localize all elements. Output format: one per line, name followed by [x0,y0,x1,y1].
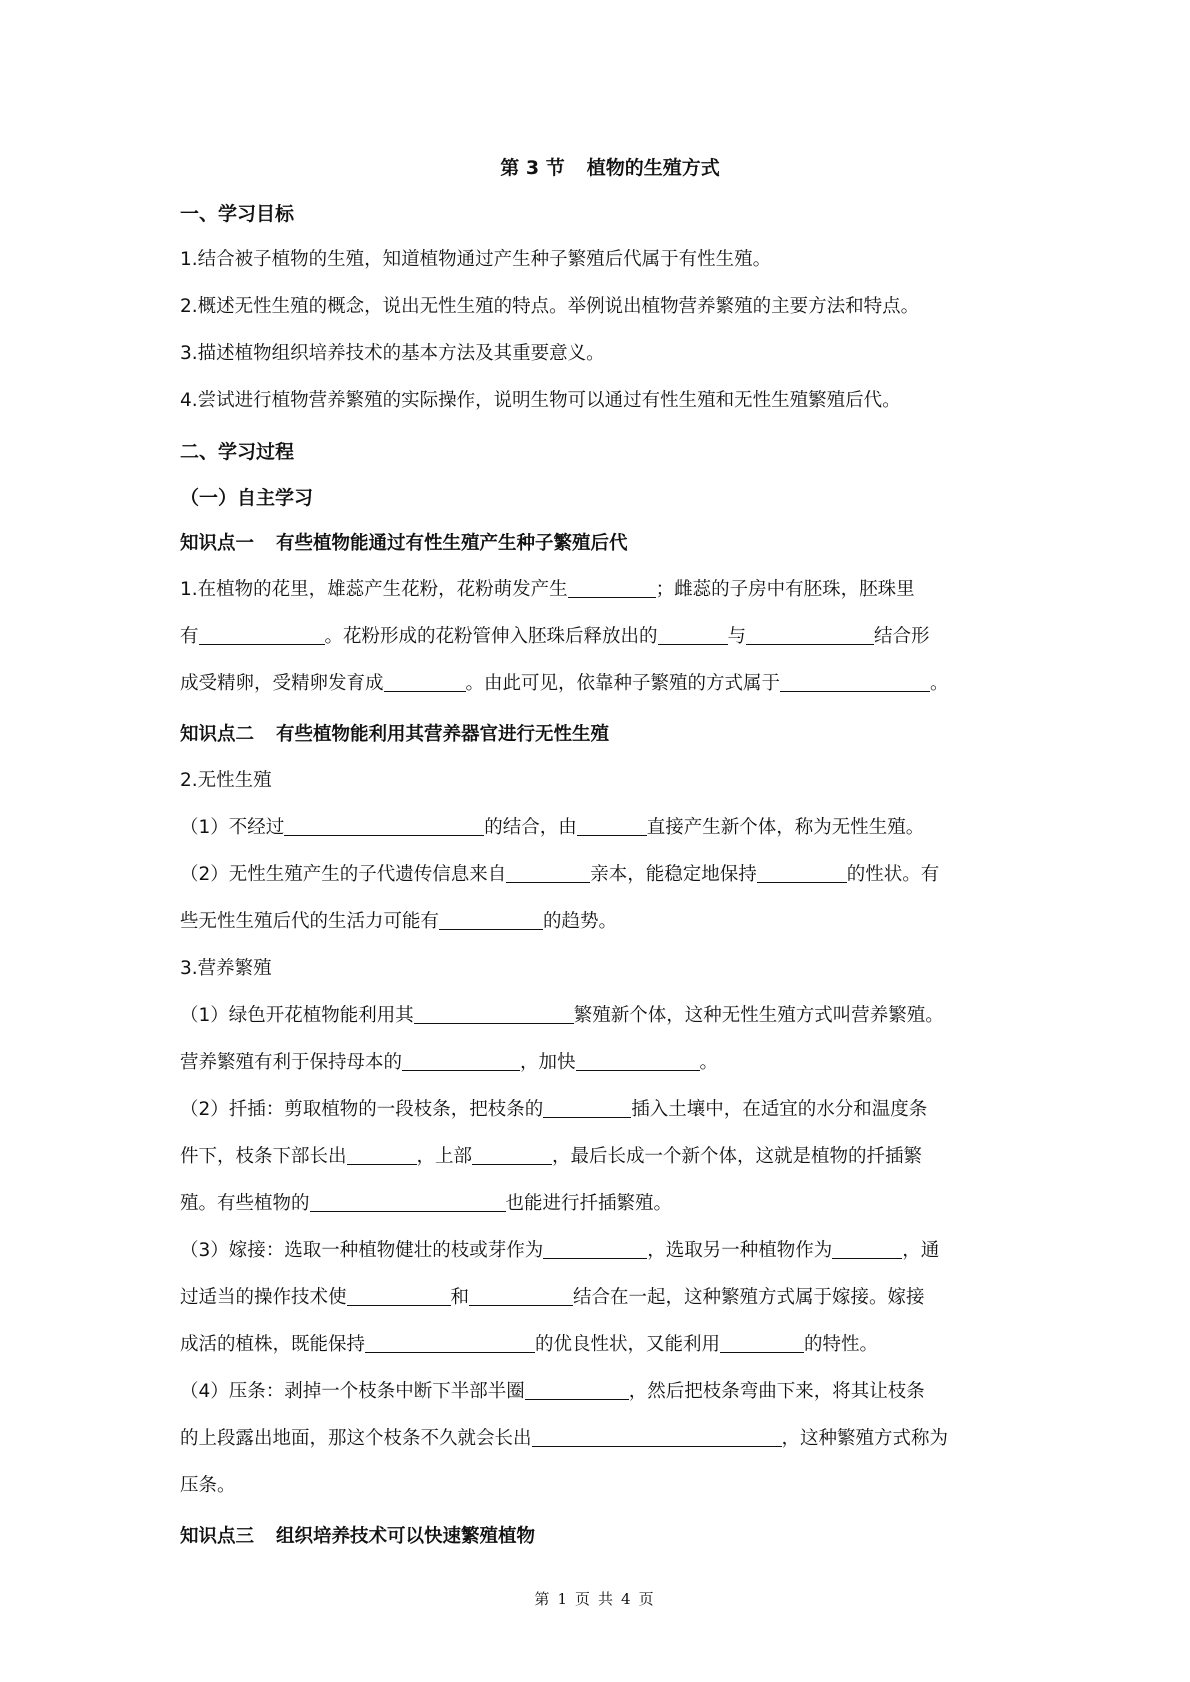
page-title [200,150,1020,186]
q3-text: （4）压条：剥掉一个枝条中断下半部半圈 [180,1381,525,1402]
blank-field[interactable] [347,1144,417,1165]
q1-text: 。由此可见，依靠种子繁殖的方式属于 [465,673,781,694]
kp2-text: 有些植物能利用其营养器官进行无性生殖 [276,724,610,745]
blank-field[interactable] [746,624,874,645]
q2-text: （2）无性生殖产生的子代遗传信息来自 [180,864,507,885]
q2-item-2-cont [180,898,1020,945]
q2-text: （1）不经过 [180,817,285,838]
q1-text: ；雌蕊的子房中有胚珠，胚珠里 [655,579,915,600]
kp1-label: 知识点一 [180,533,255,554]
kp3-text: 组织培养技术可以快速繁殖植物 [276,1526,536,1547]
kp1-text: 有些植物能通过有性生殖产生种子繁殖后代 [276,533,628,554]
heading-learning-goals: 一、学习目标 [180,203,295,225]
q3-item-3 [180,1227,1020,1274]
q1-text: 成受精卵，受精卵发育成 [180,673,384,694]
blank-field[interactable] [402,1050,520,1071]
q3-text: 也能进行扦插繁殖。 [505,1193,673,1214]
q3-text: 殖。有些植物的 [180,1193,310,1214]
blank-field[interactable] [469,1285,573,1306]
blank-field[interactable] [199,624,325,645]
q2-text: 亲本，能稳定地保持 [590,864,757,885]
blank-field[interactable] [568,577,656,598]
blank-field[interactable] [658,624,728,645]
q3-text: 的上段露出地面，那这个枝条不久就会长出 [180,1428,532,1449]
q1-text: 结合形 [874,626,930,647]
q2-text: 的趋势。 [543,911,618,932]
q2-heading: 2.无性生殖 [180,770,272,791]
q3-text: 结合在一起，这种繁殖方式属于嫁接。嫁接 [573,1287,925,1308]
q3-text: 插入土壤中，在适宜的水分和温度条 [631,1099,928,1120]
blank-field[interactable] [439,909,543,930]
q3-item-2-cont [180,1133,1020,1180]
blank-field[interactable] [780,671,930,692]
q3-item-3-cont2 [180,1321,1020,1368]
blank-field[interactable] [576,1050,700,1071]
q3-item-4-cont2: 压条。 [180,1475,236,1496]
q3-text: 件下，枝条下部长出 [180,1146,347,1167]
knowledge-point-3 [180,1519,1020,1555]
blank-field[interactable] [384,671,466,692]
q3-text: ，这种繁殖方式称为 [781,1428,949,1449]
footer-text: 页 [638,1590,656,1608]
q3-text: 营养繁殖有利于保持母本的 [180,1052,403,1073]
heading-self-study: （一）自主学习 [180,487,314,509]
q3-text: 和 [450,1287,470,1308]
q2-text: 的结合，由 [484,817,577,838]
q3-text: 的特性。 [804,1334,879,1355]
q3-heading: 3.营养繁殖 [180,958,272,979]
blank-field[interactable] [532,1426,782,1447]
q3-item-4-cont [180,1415,1020,1462]
q3-text: 的优良性状，又能利用 [535,1334,721,1355]
q1-text: 。花粉形成的花粉管伸入胚珠后释放出的 [324,626,658,647]
q2-item-2 [180,851,1020,898]
q2-text: 些无性生殖后代的生活力可能有 [180,911,440,932]
page-footer [0,1588,1190,1609]
blank-field[interactable] [347,1285,451,1306]
q3-text: （1）绿色开花植物能利用其 [180,1005,414,1026]
q3-item-4 [180,1368,1020,1415]
knowledge-point-1 [180,526,1020,562]
heading-learning-process: 二、学习过程 [180,441,295,463]
q1-line-3 [180,660,1020,707]
total-page-number: 4 [621,1590,633,1608]
q3-text: 过适当的操作技术使 [180,1287,347,1308]
kp3-label: 知识点三 [180,1526,255,1547]
q3-text: 。 [699,1052,719,1073]
q3-text: ，加快 [520,1052,576,1073]
blank-field[interactable] [525,1379,629,1400]
kp2-label: 知识点二 [180,724,255,745]
q3-text: ，通 [902,1240,940,1261]
blank-field[interactable] [310,1191,506,1212]
current-page-number: 1 [557,1590,569,1608]
q3-item-3-cont [180,1274,1020,1321]
blank-field[interactable] [832,1238,902,1259]
q1-text: 与 [727,626,747,647]
blank-field[interactable] [472,1144,552,1165]
q3-text: 繁殖新个体，这种无性生殖方式叫营养繁殖。 [573,1005,944,1026]
q3-item-1-cont [180,1039,1020,1086]
footer-text: 页 [574,1590,592,1608]
q3-item-2 [180,1086,1020,1133]
q3-text: ，上部 [416,1146,473,1167]
section-name: 植物的生殖方式 [586,157,720,179]
q3-text: ，最后长成一个新个体，这就是植物的扦插繁 [552,1146,923,1167]
q2-item-1 [180,804,1020,851]
blank-field[interactable] [365,1332,535,1353]
blank-field[interactable] [414,1003,574,1024]
blank-field[interactable] [720,1332,804,1353]
goal-item-3: 3.描述植物组织培养技术的基本方法及其重要意义。 [180,343,605,364]
footer-text: 第 [534,1590,552,1608]
q3-text: （3）嫁接：选取一种植物健壮的枝或芽作为 [180,1240,544,1261]
blank-field[interactable] [506,862,590,883]
q1-line-1 [180,566,1020,613]
document-body [180,150,1020,1555]
footer-text: 共 [598,1590,616,1608]
goal-item-2: 2.概述无性生殖的概念，说出无性生殖的特点。举例说出植物营养繁殖的主要方法和特点。 [180,296,920,317]
q1-text: 1.在植物的花里，雄蕊产生花粉，花粉萌发产生 [180,579,568,600]
q3-text: ，选取另一种植物作为 [647,1240,833,1261]
section-number: 第 3 节 [500,157,565,179]
knowledge-point-2 [180,717,1020,753]
q2-text: 的性状。有 [846,864,940,885]
goal-item-4: 4.尝试进行植物营养繁殖的实际操作，说明生物可以通过有性生殖和无性生殖繁殖后代。 [180,390,901,411]
goal-item-1: 1.结合被子植物的生殖，知道植物通过产生种子繁殖后代属于有性生殖。 [180,249,772,270]
q3-item-1 [180,992,1020,1039]
q1-line-2 [180,613,1020,660]
q1-text: 。 [930,673,949,694]
blank-field[interactable] [543,1238,647,1259]
q3-text: ，然后把枝条弯曲下来，将其让枝条 [628,1381,925,1402]
blank-field[interactable] [543,1097,631,1118]
q3-text: 成活的植株，既能保持 [180,1334,366,1355]
q2-text: 直接产生新个体，称为无性生殖。 [646,817,925,838]
blank-field[interactable] [577,815,647,836]
q1-text: 有 [180,626,199,647]
q3-item-2-cont2 [180,1180,1020,1227]
blank-field[interactable] [757,862,847,883]
blank-field[interactable] [284,815,484,836]
q3-text: （2）扦插：剪取植物的一段枝条，把枝条的 [180,1099,544,1120]
